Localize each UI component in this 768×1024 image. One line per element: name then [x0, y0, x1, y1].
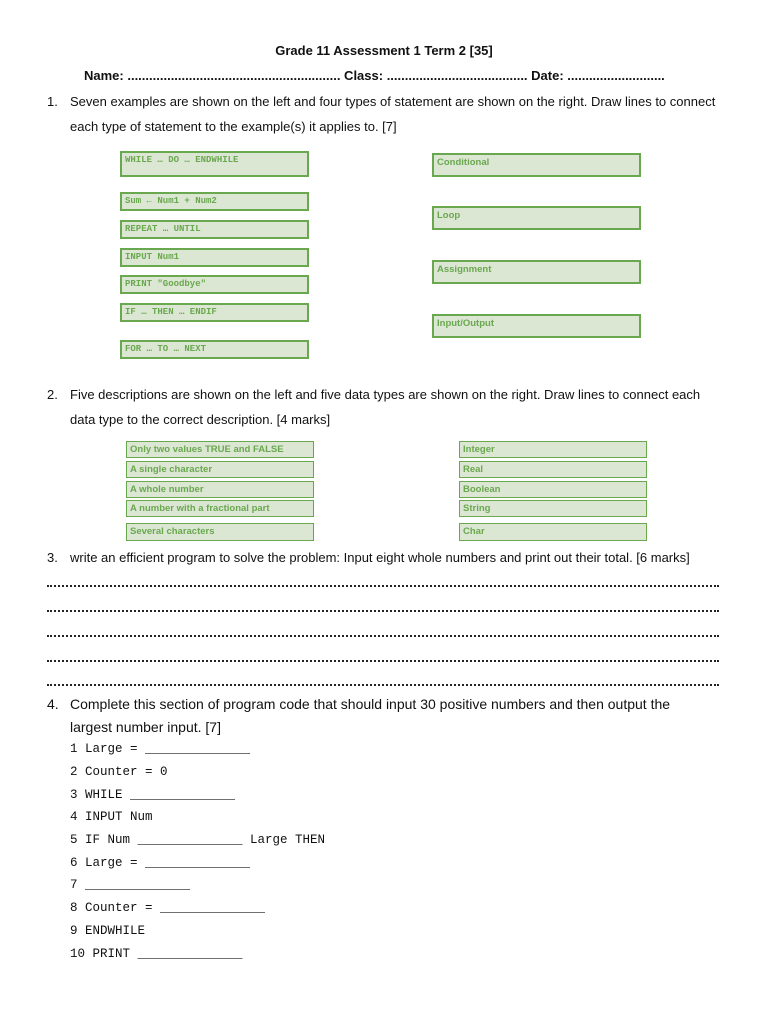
- q1-example-box[interactable]: INPUT Num1: [120, 248, 309, 267]
- q2-description-box[interactable]: A whole number: [126, 481, 314, 498]
- answer-line[interactable]: [47, 575, 719, 587]
- answer-line[interactable]: [47, 625, 719, 637]
- code-line: 3 WHILE ______________: [70, 788, 236, 802]
- q3-number: 3.: [47, 550, 58, 565]
- code-line: 5 IF Num ______________ Large THEN: [70, 833, 326, 847]
- q2-text-line1: Five descriptions are shown on the left and five data types are shown on the right. Draw lines to connect each: [70, 387, 701, 402]
- q2-number: 2.: [47, 387, 58, 402]
- q1-type-box[interactable]: Input/Output: [432, 314, 641, 338]
- q1-type-box[interactable]: Assignment: [432, 260, 641, 284]
- q4-text-line1: Complete this section of program code that should input 30 positive numbers and then output the: [70, 696, 671, 712]
- page-title: Grade 11 Assessment 1 Term 2 [35]: [275, 43, 493, 58]
- q1-example-box[interactable]: IF … THEN … ENDIF: [120, 303, 309, 322]
- code-line: 2 Counter = 0: [70, 765, 168, 779]
- answer-line[interactable]: [47, 600, 719, 612]
- code-line: 4 INPUT Num: [70, 810, 153, 824]
- q1-text-line2: each type of statement to the example(s) it applies to. [7]: [70, 119, 397, 134]
- q2-text-line2: data type to the correct description. [4 marks]: [70, 412, 331, 427]
- q2-type-box[interactable]: Char: [459, 523, 647, 541]
- q2-type-box[interactable]: Integer: [459, 441, 647, 458]
- code-line: 8 Counter = ______________: [70, 901, 266, 915]
- q2-description-box[interactable]: Several characters: [126, 523, 314, 541]
- q4-number: 4.: [47, 696, 59, 712]
- q2-type-box[interactable]: Real: [459, 461, 647, 478]
- code-line: 9 ENDWHILE: [70, 924, 146, 938]
- code-line: 10 PRINT ______________: [70, 947, 243, 961]
- q1-example-box[interactable]: REPEAT … UNTIL: [120, 220, 309, 239]
- q1-example-box[interactable]: FOR … TO … NEXT: [120, 340, 309, 359]
- q2-description-box[interactable]: A single character: [126, 461, 314, 478]
- code-line: 7 ______________: [70, 878, 191, 892]
- q3-text: write an efficient program to solve the problem: Input eight whole numbers and print out their total. [6 marks]: [70, 550, 690, 565]
- q1-type-box[interactable]: Conditional: [432, 153, 641, 177]
- q4-text-line2: largest number input. [7]: [70, 719, 221, 735]
- q1-text-line1: Seven examples are shown on the left and four types of statement are shown on the right. Draw lines to connect: [70, 94, 716, 109]
- q1-number: 1.: [47, 94, 58, 109]
- q2-type-box[interactable]: String: [459, 500, 647, 517]
- code-line: 6 Large = ______________: [70, 856, 251, 870]
- q2-type-box[interactable]: Boolean: [459, 481, 647, 498]
- q2-description-box[interactable]: A number with a fractional part: [126, 500, 314, 517]
- q1-example-box[interactable]: Sum ← Num1 + Num2: [120, 192, 309, 211]
- q2-description-box[interactable]: Only two values TRUE and FALSE: [126, 441, 314, 458]
- q1-example-box[interactable]: WHILE … DO … ENDWHILE: [120, 151, 309, 177]
- q1-example-box[interactable]: PRINT "Goodbye": [120, 275, 309, 294]
- q1-type-box[interactable]: Loop: [432, 206, 641, 230]
- code-line: 1 Large = ______________: [70, 742, 251, 756]
- name-class-date-line: Name: ........................................................... Class: ....................................... Date: ...........................: [84, 68, 665, 83]
- answer-line[interactable]: [47, 674, 719, 686]
- answer-line[interactable]: [47, 650, 719, 662]
